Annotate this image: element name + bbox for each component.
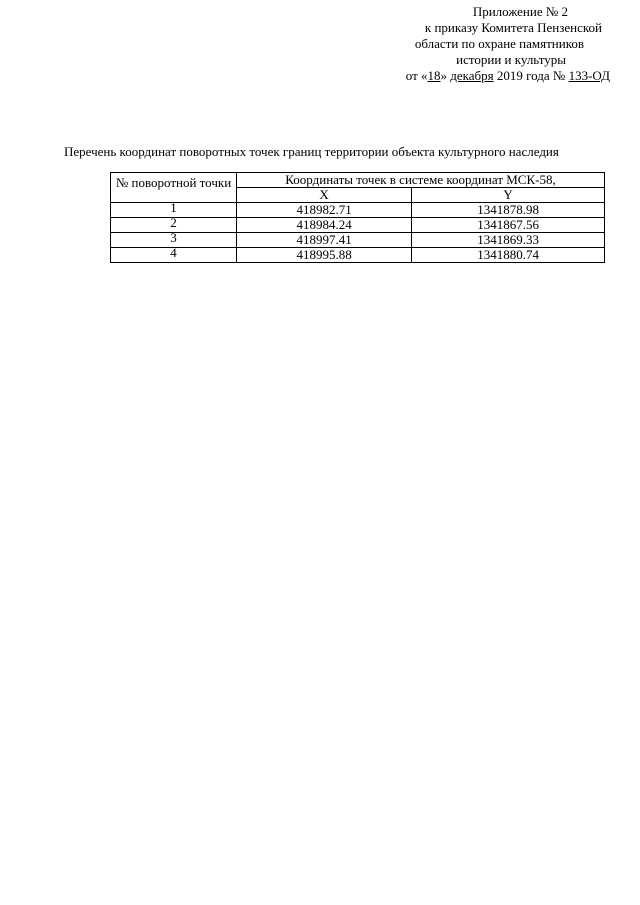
coordinates-header: Координаты точек в системе координат МСК-58, xyxy=(237,173,605,188)
y-column-header: Y xyxy=(412,188,605,203)
appendix-number: Приложение № 2 xyxy=(472,4,568,19)
y-value-cell: 1341880.74 xyxy=(412,248,605,263)
date-prefix: от « xyxy=(405,68,428,83)
x-value-cell: 418997.41 xyxy=(237,233,412,248)
table-row xyxy=(111,233,605,248)
x-value-cell: 418982.71 xyxy=(237,203,412,218)
table-row xyxy=(111,248,605,263)
table-row xyxy=(111,218,605,233)
x-value-cell: 418984.24 xyxy=(237,218,412,233)
x-value-cell: 418995.88 xyxy=(237,248,412,263)
document-title: Перечень координат поворотных точек границ территории объекта культурного наследия xyxy=(64,144,559,159)
date-mid: » xyxy=(440,68,451,83)
x-column-header: X xyxy=(237,188,412,203)
appendix-header xyxy=(350,4,610,84)
coordinates-table xyxy=(110,172,605,263)
y-value-cell: 1341867.56 xyxy=(412,218,605,233)
point-number-header: № поворотной точки xyxy=(111,173,237,203)
order-number: 133-ОД xyxy=(568,68,610,83)
date-year: 2019 года № xyxy=(493,68,569,83)
y-value-cell: 1341878.98 xyxy=(412,203,605,218)
committee-name-line-2: истории и культуры xyxy=(456,52,566,67)
date-month: декабря xyxy=(450,68,494,83)
committee-name-line: области по охране памятников xyxy=(414,36,584,51)
order-date-line xyxy=(350,68,610,84)
order-reference: к приказу Комитета Пензенской xyxy=(424,20,602,35)
point-number-cell: 1 xyxy=(111,203,237,218)
point-number-cell: 4 xyxy=(111,248,237,263)
point-number-cell: 2 xyxy=(111,218,237,233)
table-row xyxy=(111,203,605,218)
y-value-cell: 1341869.33 xyxy=(412,233,605,248)
table-header-row xyxy=(111,173,605,188)
point-number-cell: 3 xyxy=(111,233,237,248)
date-day: 18 xyxy=(427,68,441,83)
